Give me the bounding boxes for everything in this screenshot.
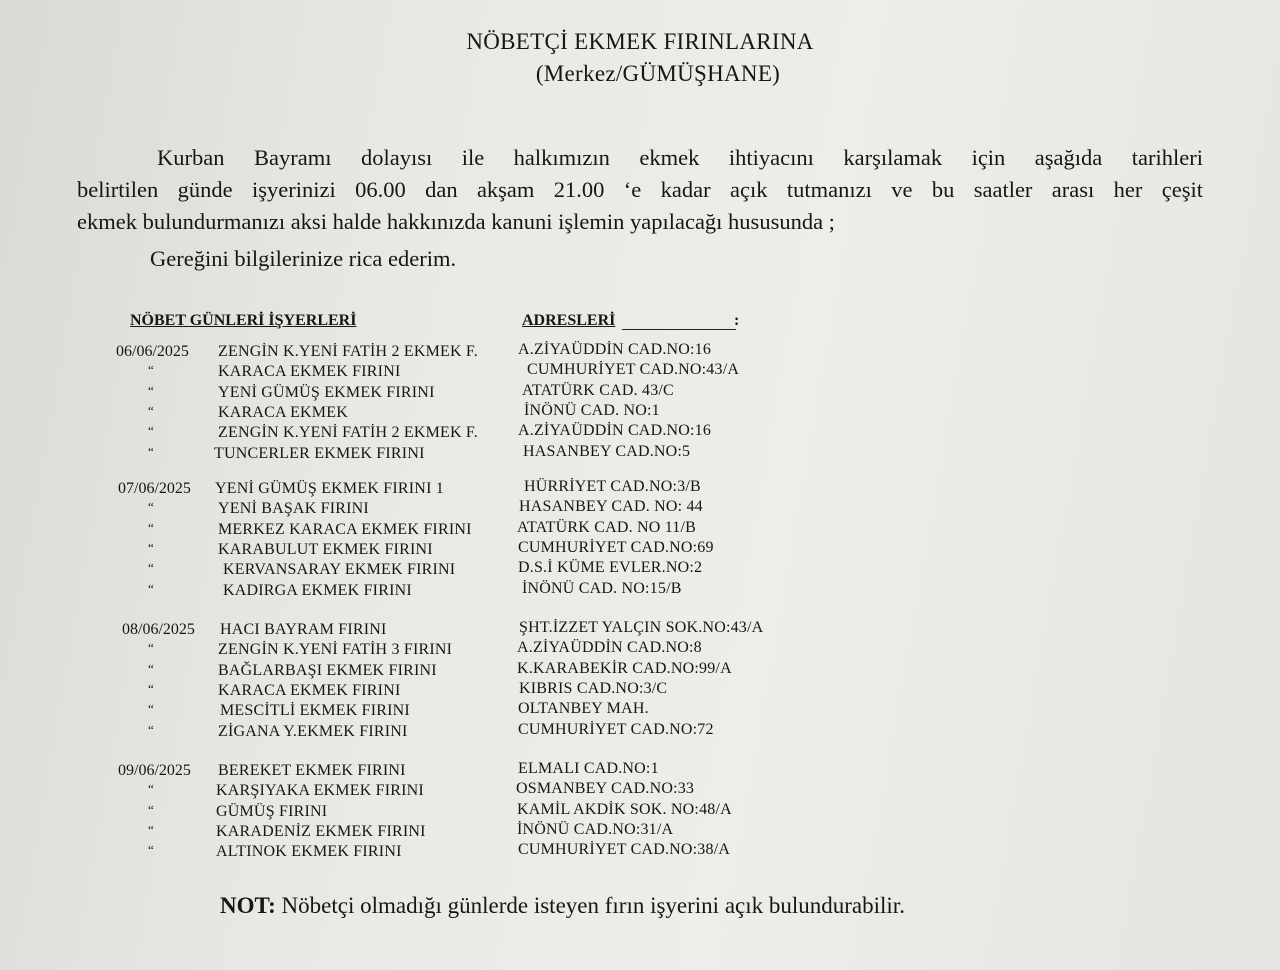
- bakery-name: KARACA EKMEK: [218, 403, 348, 421]
- ditto-mark: “: [148, 580, 154, 596]
- bakery-name: BAĞLARBAŞI EKMEK FIRINI: [218, 661, 437, 679]
- bakery-address: CUMHURİYET CAD.NO:38/A: [518, 841, 731, 859]
- bakery-name: BEREKET EKMEK FIRINI: [218, 762, 406, 779]
- bakery-address: İNÖNÜ CAD. NO:1: [524, 401, 660, 419]
- bakery-address: ATATÜRK CAD. NO 11/B: [517, 518, 697, 536]
- document-subtitle: (Merkez/GÜMÜŞHANE): [535, 61, 781, 86]
- bakery-name: ZİGANA Y.EKMEK FIRINI: [218, 722, 408, 740]
- bakery-name: MERKEZ KARACA EKMEK FIRINI: [218, 520, 472, 538]
- note-text: Nöbetçi olmadığı günlerde isteyen fırın işyerini açık bulundurabilir.: [275, 893, 905, 918]
- header-underline: [622, 329, 736, 330]
- duty-date: 06/06/2025: [116, 343, 189, 360]
- column-header-colon: :: [734, 312, 740, 329]
- ditto-mark: “: [148, 842, 154, 858]
- bakery-name: KARABULUT EKMEK FIRINI: [218, 540, 433, 558]
- bakery-name: KARADENİZ EKMEK FIRINI: [216, 822, 426, 840]
- bakery-name: ALTINOK EKMEK FIRINI: [216, 843, 402, 861]
- bakery-address: İNÖNÜ CAD.NO:31/A: [517, 820, 674, 838]
- bakery-address: A.ZİYAÜDDİN CAD.NO:8: [517, 639, 702, 657]
- ditto-mark: “: [148, 539, 154, 555]
- ditto-mark: “: [148, 660, 154, 676]
- bakery-name: GÜMÜŞ FIRINI: [216, 802, 328, 820]
- bakery-name: KARACA EKMEK FIRINI: [218, 363, 401, 381]
- ditto-mark: “: [148, 560, 154, 576]
- column-header-days-places: NÖBET GÜNLERİ İŞYERLERİ: [130, 312, 357, 329]
- document-title: NÖBETÇİ EKMEK FIRINLARINA: [466, 29, 814, 54]
- bakery-name: KARACA EKMEK FIRINI: [218, 681, 401, 699]
- bakery-name: ZENGİN K.YENİ FATİH 2 EKMEK F.: [218, 343, 478, 360]
- bakery-address: D.S.İ KÜME EVLER.NO:2: [518, 559, 703, 577]
- ditto-mark: “: [148, 402, 154, 418]
- body-paragraph: [77, 142, 1203, 238]
- duty-date: 07/06/2025: [118, 480, 191, 497]
- bakery-name: ZENGİN K.YENİ FATİH 2 EKMEK F.: [218, 424, 478, 442]
- bakery-name: MESCİTLİ EKMEK FIRINI: [220, 702, 410, 720]
- bakery-address: KAMİL AKDİK SOK. NO:48/A: [517, 800, 732, 818]
- ditto-mark: “: [148, 443, 154, 459]
- ditto-mark: “: [148, 701, 154, 717]
- ditto-mark: “: [148, 821, 154, 837]
- bakery-name: YENİ GÜMÜŞ EKMEK FIRINI: [218, 383, 435, 401]
- bakery-name: YENİ GÜMÜŞ EKMEK FIRINI 1: [215, 480, 444, 497]
- bakery-address: OSMANBEY CAD.NO:33: [516, 780, 695, 798]
- bakery-name: TUNCERLER EKMEK FIRINI: [214, 444, 425, 462]
- bakery-name: KERVANSARAY EKMEK FIRINI: [223, 561, 456, 579]
- bakery-name: KADIRGA EKMEK FIRINI: [223, 581, 412, 599]
- ditto-mark: “: [148, 519, 154, 535]
- ditto-mark: “: [148, 362, 154, 378]
- bakery-address: HÜRRİYET CAD.NO:3/B: [524, 478, 701, 495]
- ditto-mark: “: [148, 382, 154, 398]
- column-header-address: ADRESLERİ: [522, 312, 616, 329]
- bakery-address: ELMALI CAD.NO:1: [518, 760, 659, 777]
- body-line-2: belirtilen günde işyerinizi 06.00 dan akşam 21.00 ‘e kadar açık tutmanızı ve bu saatler arası her çeşit: [77, 177, 1203, 202]
- duty-date: 08/06/2025: [122, 621, 195, 638]
- bakery-address: HASANBEY CAD.NO:5: [523, 442, 691, 460]
- bakery-address: ŞHT.İZZET YALÇIN SOK.NO:43/A: [519, 619, 764, 636]
- request-line: Gereğini bilgilerinize rica ederim.: [150, 246, 457, 271]
- bakery-address: CUMHURİYET CAD.NO:43/A: [527, 361, 740, 379]
- duty-date: 09/06/2025: [118, 762, 191, 779]
- bakery-address: OLTANBEY MAH.: [518, 700, 649, 718]
- bakery-address: K.KARABEKİR CAD.NO:99/A: [517, 659, 732, 677]
- bakery-address: İNÖNÜ CAD. NO:15/B: [522, 579, 682, 597]
- bakery-address: CUMHURİYET CAD.NO:69: [518, 538, 714, 556]
- ditto-mark: “: [148, 680, 154, 696]
- ditto-mark: “: [148, 801, 154, 817]
- body-line-3: ekmek bulundurmanızı aksi halde hakkınızda kanuni işlemin yapılacağı hususunda ;: [77, 209, 835, 234]
- ditto-mark: “: [148, 721, 154, 737]
- body-line-1: Kurban Bayramı dolayısı ile halkımızın ekmek ihtiyacını karşılamak için aşağıda tarihleri: [157, 145, 1203, 170]
- ditto-mark: “: [148, 423, 154, 439]
- ditto-mark: “: [148, 640, 154, 656]
- bakery-name: KARŞIYAKA EKMEK FIRINI: [216, 782, 424, 800]
- bakery-address: A.ZİYAÜDDİN CAD.NO:16: [518, 341, 712, 358]
- ditto-mark: “: [148, 781, 154, 797]
- bakery-address: A.ZİYAÜDDİN CAD.NO:16: [518, 422, 712, 440]
- bakery-address: CUMHURİYET CAD.NO:72: [518, 720, 714, 738]
- bakery-address: ATATÜRK CAD. 43/C: [522, 381, 674, 399]
- ditto-mark: “: [148, 499, 154, 515]
- note-label: NOT:: [220, 893, 276, 918]
- bakery-address: HASANBEY CAD. NO: 44: [519, 498, 703, 516]
- bakery-name: YENİ BAŞAK FIRINI: [218, 500, 369, 518]
- footer-note: [220, 893, 905, 919]
- bakery-name: HACI BAYRAM FIRINI: [220, 621, 387, 638]
- bakery-address: KIBRIS CAD.NO:3/C: [519, 679, 668, 697]
- bakery-name: ZENGİN K.YENİ FATİH 3 FIRINI: [218, 641, 453, 659]
